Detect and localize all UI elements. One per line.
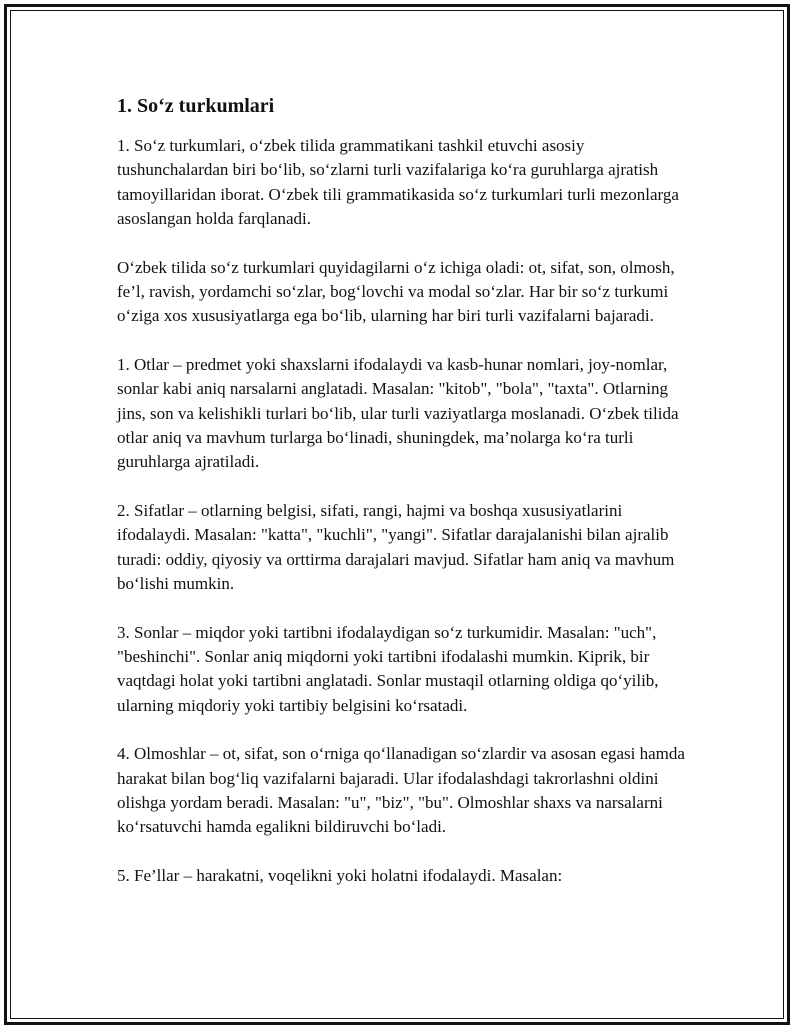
paragraph-adjectives: 2. Sifatlar – otlarning belgisi, sifati, rangi, hajmi va boshqa xususiyatlarini ifodalaydi. Masalan: "katta", "kuchli", "yangi". Sifatlar darajalanishi bilan ajralib turadi: oddiy, qiyosiy va orttirma darajalari mavjud. Sifatlar ham aniq va mavhum bo‘lishi mumkin. xyxy=(117,500,675,594)
paragraph-numerals: 3. Sonlar – miqdor yoki tartibni ifodalaydigan so‘z turkumidir. Masalan: "uch", "beshinchi". Sonlar aniq miqdorni yoki tartibni ifodalashi mumkin. Kiprik, bir vaqtdagi holat yoki tartibni anglatadi. Sonlar mustaqil otlarning oldiga qo‘yilib, ularning miqdoriy yoki tartibiy belgisini ko‘rsatadi. xyxy=(117,622,659,715)
document-title: 1. So‘z turkumlari xyxy=(117,95,275,117)
paragraph-pronouns: 4. Olmoshlar – ot, sifat, son o‘rniga qo‘llanadigan so‘zlardir va asosan egasi hamda harakat bilan bog‘liq vazifalarni bajaradi. Ular ifodalashdagi takrorlashni oldini olishga yordam beradi. Masalan: "u", "biz", "bu". Olmoshlar shaxs va narsalarni ko‘rsatuvchi hamda egalikni bildiruvchi bo‘ladi. xyxy=(117,744,685,837)
paragraph-nouns: 1. Otlar – predmet yoki shaxslarni ifodalaydi va kasb-hunar nomlari, joy-nomlar, sonlar kabi aniq narsalarni anglatadi. Masalan: "kitob", "bola", "taxta". Otlarning jins, son va kelishikli turlari bo‘lib, ular turli vaziyatlarga moslanadi. O‘zbek tilida otlar aniq va mavhum turlarga bo‘linadi, shuningdek, ma’nolarga ko‘ra turli guruhlarga ajratiladi. xyxy=(117,354,679,472)
paragraph-intro: 1. So‘z turkumlari, o‘zbek tilida grammatikani tashkil etuvchi asosiy tushunchalardan biri bo‘lib, so‘zlarni turli vazifalariga ko‘ra guruhlarga ajratish tamoyillaridan iborat. O‘zbek tili grammatikasida so‘z turkumlari turli mezonlarga asoslangan holda farqlanadi. xyxy=(117,136,679,229)
paragraph-verbs: 5. Fe’llar – harakatni, voqelikni yoki holatni ifodalaydi. Masalan: xyxy=(117,865,563,885)
paragraph-word-classes-list: O‘zbek tilida so‘z turkumlari quyidagilarni o‘z ichiga oladi: ot, sifat, son, olmosh, fe’l, ravish, yordamchi so‘zlar, bog‘lovchi va modal so‘zlar. Har bir so‘z turkumi o‘ziga xos xususiyatlarga ega bo‘lib, ularning har biri turli vazifalarni bajaradi. xyxy=(117,257,675,326)
document-body xyxy=(117,92,692,912)
